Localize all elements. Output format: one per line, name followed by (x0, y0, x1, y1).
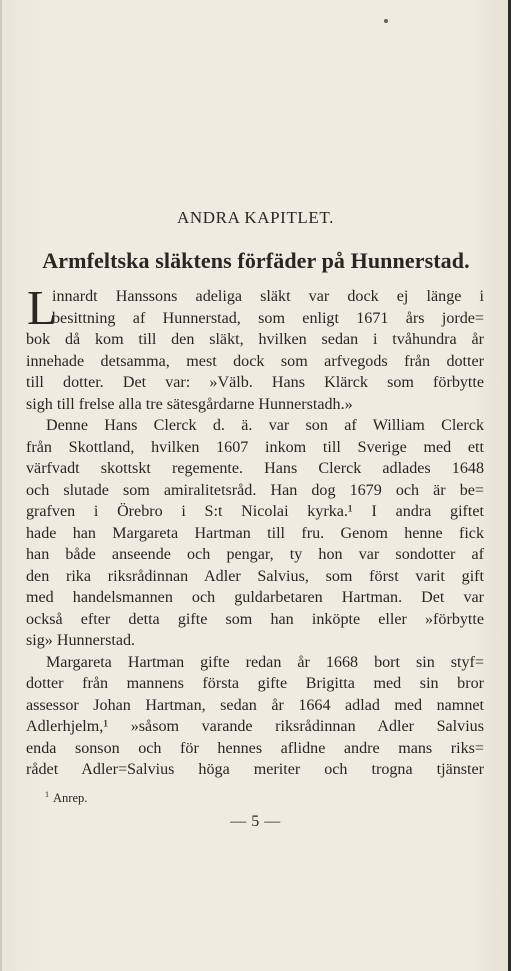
text-line: Adlerhjelm,¹ »såsom varande riksrådinnan Adler Salvius (26, 718, 484, 735)
text-line: hade han Margareta Hartman till fru. Genom henne fick (26, 524, 484, 542)
text-line: assessor Johan Hartman, sedan år 1664 adlad med namnet (26, 696, 484, 714)
footnote-text: Anrep. (53, 791, 88, 805)
text-line: och slutade som amiralitetsråd. Han dog 1679 och är be= (26, 481, 484, 499)
text-line: också efter detta gifte som han inköpte eller »förbytte (26, 610, 484, 628)
text-line: sigh till frelse alla tre sätesgårdarne Hunnerstadh.» (26, 395, 353, 413)
text-line: sig» Hunnerstad. (26, 632, 136, 649)
body-text (26, 280, 484, 781)
text-line: han både anseende och pengar, ty hon var sondotter af (26, 546, 484, 563)
text-line: rådet Adler=Salvius höga meriter och trogna tjänster (26, 761, 484, 778)
text-line: med handelsmannen och guldarbetaren Hartman. Det var (26, 589, 484, 606)
text-line: dotter från mannens första gifte Brigitta med sin bror (26, 675, 484, 692)
text-line: grafven i Örebro i S:t Nicolai kyrka.¹ I andra giftet (26, 503, 484, 520)
text-line: besittning af Hunnerstad, som enligt 1671 års jorde= (52, 309, 484, 327)
text-line: innardt Hanssons adeliga släkt var dock ej länge i (52, 288, 484, 305)
page-number: — 5 — (230, 813, 281, 830)
footnote-mark: 1 (45, 790, 49, 799)
paper-speck (384, 19, 388, 23)
text-line: värfvadt skottskt regemente. Hans Clerck adlades 1648 (26, 460, 484, 477)
chapter-heading: ANDRA KAPITLET. (177, 208, 334, 227)
text-line: enda sonson och för hennes aflidne andre mans riks= (26, 739, 484, 757)
text-line: till dotter. Det var: »Välb. Hans Klärck som förbytte (26, 374, 484, 391)
chapter-title: Armfeltska släktens förfäder på Hunnerstad. (42, 248, 470, 273)
text-line: från Skottland, hvilken 1607 inkom till Sverige med ett (26, 438, 484, 456)
text-line: innehade detsamma, mest dock som arfvegods från dotter (26, 352, 484, 370)
drop-cap: L (27, 280, 57, 335)
text-line: Denne Hans Clerck d. ä. var son af William Clerck (46, 417, 484, 434)
text-line: den rika riksrådinnan Adler Salvius, som först varit gift (26, 567, 484, 585)
footnote (45, 790, 87, 806)
text-line: Margareta Hartman gifte redan år 1668 bort sin styf= (46, 653, 484, 671)
text-line: bok då kom till den släkt, hvilken sedan i tvåhundra år (26, 331, 484, 348)
